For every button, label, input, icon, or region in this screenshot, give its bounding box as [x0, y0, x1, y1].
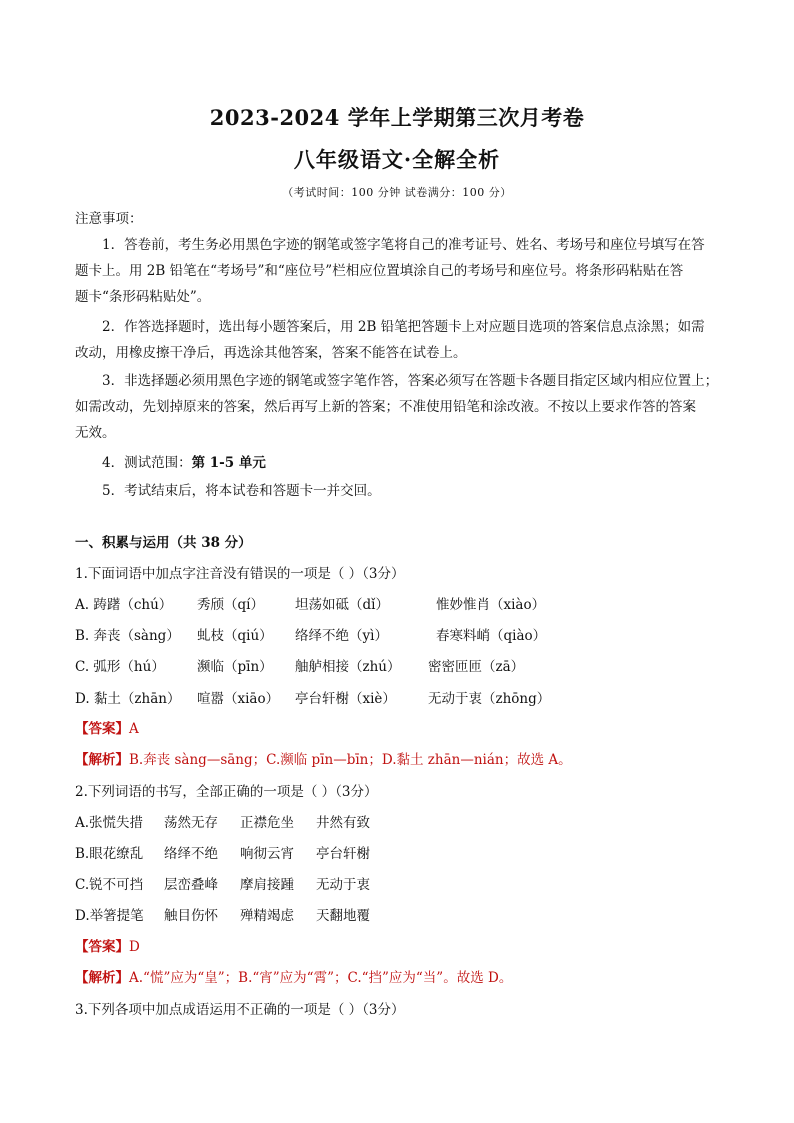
notice-item4-label: 4．测试范围：	[102, 455, 192, 471]
notice-line: 如需改动，先划掉原来的答案，然后再写上新的答案；不准使用铅笔和涂改液。不按以上要求作答的答案	[75, 399, 696, 415]
option-d-word: 殚精竭虑	[240, 908, 294, 924]
exam-title: 2023-2024 学年上学期第三次月考卷	[209, 105, 585, 130]
question-stem: 1.下面词语中加点字注音没有错误的一项是（ ）（3分）	[75, 566, 405, 582]
section-heading: 一、积累与运用（共 38 分）	[75, 535, 252, 551]
option-a: A.张慌失措	[75, 815, 144, 831]
exam-subtitle: 八年级语文·全解全析	[293, 147, 501, 172]
analysis-text: B.奔丧 sàng—sāng；C.濒临 pīn—bīn；D.黏土 zhān—nián；故选 A。	[129, 752, 572, 768]
option-c-word: 密密匝匝（zā）	[428, 659, 525, 675]
option-a-word: 荡然无存	[164, 815, 218, 831]
option-c-word: 舳舻相接（zhú）	[295, 659, 401, 675]
notice-item4	[102, 454, 266, 472]
option-a: A. 踌躇（chú）	[75, 597, 173, 613]
notice-item5: 5．考试结束后，将本试卷和答题卡一并交回。	[102, 483, 381, 499]
option-d: D. 黏土（zhān）	[75, 691, 181, 707]
option-c-word: 濒临（pīn）	[197, 659, 273, 675]
option-c: C.锐不可挡	[75, 877, 144, 893]
analysis-line	[75, 751, 572, 769]
notice-line: 无效。	[75, 425, 116, 441]
option-b-word: 响彻云宵	[240, 846, 294, 862]
option-b-word: 虬枝（qiú）	[197, 628, 273, 644]
option-c-word: 层峦叠峰	[164, 877, 218, 893]
option-a-word: 正襟危坐	[240, 815, 294, 831]
option-b-word: 春寒料峭（qiào）	[436, 628, 547, 644]
notice-line: 1．答卷前，考生务必用黑色字迹的钢笔或签字笔将自己的准考证号、姓名、考场号和座位号填写在答	[102, 237, 705, 253]
answer-value: A	[129, 721, 139, 737]
notice-line: 2．作答选择题时，选出每小题答案后，用 2B 铅笔把答题卡上对应题目选项的答案信息点涂黑；如需	[102, 319, 705, 335]
option-c-word: 摩肩接踵	[240, 877, 294, 893]
notice-line: 3．非选择题必须用黑色字迹的钢笔或签字笔作答，答案必须写在答题卡各题目指定区域内相应位置上；	[102, 373, 719, 389]
option-d: D.举箸提笔	[75, 908, 144, 924]
answer-tag: 【答案】	[75, 721, 129, 737]
analysis-tag: 【解析】	[75, 752, 129, 768]
question-stem: 2.下列词语的书写，全部正确的一项是（ ）（3分）	[75, 784, 378, 800]
option-c-word: 无动于衷	[316, 877, 370, 893]
option-b: B.眼花缭乱	[75, 846, 144, 862]
option-d-word: 亭台轩榭（xiè）	[295, 691, 396, 707]
answer-line	[75, 720, 139, 738]
question-stem: 3.下列各项中加点成语运用不正确的一项是（ ）（3分）	[75, 1002, 405, 1018]
option-a-word: 井然有致	[316, 815, 370, 831]
analysis-tag: 【解析】	[75, 970, 129, 986]
option-d-word: 无动于衷（zhōng）	[428, 691, 551, 707]
notice-line: 题卡“条形码粘贴处”。	[75, 289, 211, 305]
option-b: B. 奔丧（sàng）	[75, 628, 180, 644]
option-a-word: 秀颀（qí）	[197, 597, 264, 613]
option-c: C. 弧形（hú）	[75, 659, 165, 675]
answer-line	[75, 938, 140, 956]
option-b-word: 络绎不绝	[164, 846, 218, 862]
notice-item4-value: 第 1-5 单元	[191, 455, 266, 471]
analysis-line	[75, 969, 512, 987]
option-d-word: 天翻地覆	[316, 908, 370, 924]
option-d-word: 触目伤怀	[164, 908, 218, 924]
answer-value: D	[129, 939, 140, 955]
analysis-text: A.“慌”应为“皇”；B.“宵”应为“霄”；C.“挡”应为“当”。故选 D。	[129, 970, 513, 986]
answer-tag: 【答案】	[75, 939, 129, 955]
option-a-word: 坦荡如砥（dǐ）	[295, 597, 389, 613]
option-d-word: 喧嚣（xiāo）	[197, 691, 280, 707]
option-b-word: 亭台轩榭	[316, 846, 370, 862]
option-a-word: 惟妙惟肖（xiào）	[436, 597, 546, 613]
notice-line: 改动，用橡皮擦干净后，再选涂其他答案，答案不能答在试卷上。	[75, 345, 467, 361]
notice-line: 题卡上。用 2B 铅笔在“考场号”和“座位号”栏相应位置填涂自己的考场号和座位号。将条形码粘贴在答	[75, 263, 684, 279]
exam-info: （考试时间：100 分钟 试卷满分：100 分）	[282, 186, 512, 199]
notice-heading: 注意事项：	[75, 211, 143, 227]
option-b-word: 络绎不绝（yì）	[295, 628, 388, 644]
